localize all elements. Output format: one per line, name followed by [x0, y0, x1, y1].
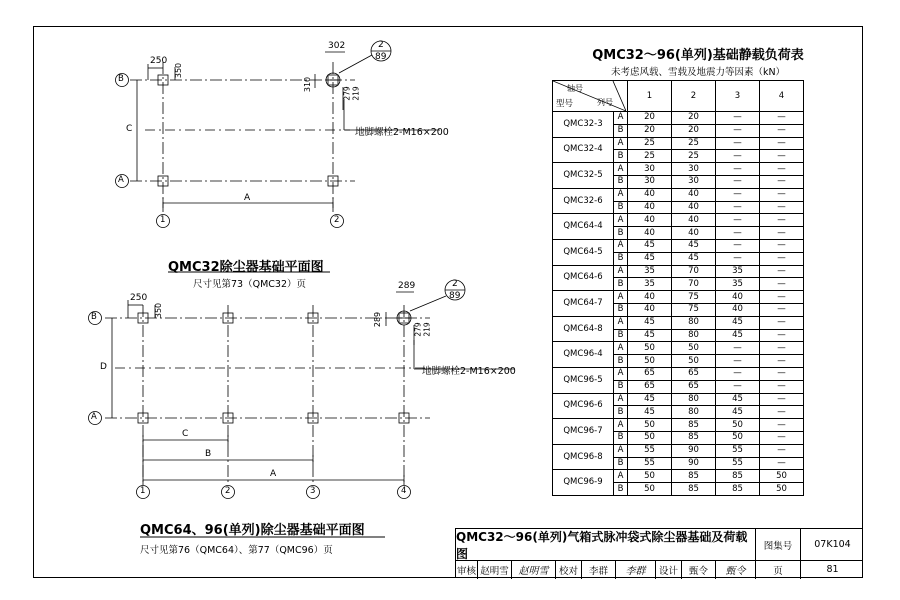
- plan2-axis-b: B: [91, 312, 97, 322]
- plan1-dim-250: 250: [150, 56, 168, 66]
- series-cell: A: [614, 291, 628, 304]
- load-value-cell: 20: [672, 112, 716, 125]
- load-value-cell: —: [760, 303, 804, 316]
- load-value-cell: 50: [760, 483, 804, 496]
- load-value-cell: 65: [628, 380, 672, 393]
- model-cell: QMC64-8: [553, 316, 614, 342]
- plan1-note: 尺寸见第73（QMC32）页: [193, 279, 306, 290]
- plan2-note: 尺寸见第76（QMC64）、第77（QMC96）页: [140, 545, 333, 556]
- header-axis-label: 轴号: [567, 84, 583, 93]
- load-value-cell: —: [716, 214, 760, 227]
- model-cell: QMC32-5: [553, 163, 614, 189]
- load-value-cell: —: [760, 137, 804, 150]
- plan2-axis-4: 4: [401, 486, 407, 496]
- load-value-cell: 50: [716, 419, 760, 432]
- design-label: 设计: [656, 560, 682, 579]
- series-cell: A: [614, 265, 628, 278]
- load-value-cell: —: [760, 342, 804, 355]
- load-table-row: [553, 112, 804, 125]
- header-axis-4: 4: [760, 81, 804, 112]
- plan1-dim-310: 310: [303, 76, 313, 93]
- load-value-cell: —: [760, 444, 804, 457]
- load-value-cell: 50: [628, 483, 672, 496]
- load-value-cell: —: [760, 457, 804, 470]
- series-cell: A: [614, 112, 628, 125]
- main-title: QMC32～96(单列)气箱式脉冲袋式除尘器基础及荷载图: [456, 529, 756, 560]
- check-label: 校对: [556, 560, 582, 579]
- load-value-cell: —: [760, 124, 804, 137]
- plan1-dim-350: 350: [174, 62, 184, 79]
- load-table-subtitle: 未考虑风载、雪载及地震力等因素（kN）: [610, 67, 786, 78]
- series-cell: B: [614, 278, 628, 291]
- load-value-cell: —: [760, 367, 804, 380]
- series-cell: B: [614, 252, 628, 265]
- load-value-cell: 30: [628, 175, 672, 188]
- plan1-axis-2: 2: [334, 215, 340, 225]
- load-value-cell: 50: [760, 470, 804, 483]
- load-table-row: [553, 470, 804, 483]
- series-cell: B: [614, 431, 628, 444]
- load-value-cell: 35: [716, 278, 760, 291]
- load-value-cell: 30: [672, 175, 716, 188]
- series-cell: A: [614, 137, 628, 150]
- load-value-cell: 55: [716, 444, 760, 457]
- load-value-cell: 40: [672, 188, 716, 201]
- plan2-callout-num: 2: [452, 279, 458, 289]
- load-value-cell: —: [716, 188, 760, 201]
- series-cell: B: [614, 457, 628, 470]
- load-value-cell: —: [716, 137, 760, 150]
- load-value-cell: 55: [628, 457, 672, 470]
- load-table-row: [553, 188, 804, 201]
- series-cell: B: [614, 483, 628, 496]
- load-value-cell: 45: [716, 316, 760, 329]
- load-table-row: [553, 291, 804, 304]
- load-value-cell: 20: [672, 124, 716, 137]
- load-value-cell: —: [716, 112, 760, 125]
- load-table-row: [553, 393, 804, 406]
- series-cell: A: [614, 316, 628, 329]
- load-value-cell: —: [716, 252, 760, 265]
- load-value-cell: —: [716, 239, 760, 252]
- series-cell: B: [614, 175, 628, 188]
- load-value-cell: 45: [628, 252, 672, 265]
- plan2-title: QMC64、96(单列)除尘器基础平面图: [140, 523, 365, 538]
- load-value-cell: 40: [716, 303, 760, 316]
- series-cell: B: [614, 406, 628, 419]
- load-value-cell: 25: [628, 150, 672, 163]
- load-table-row: [553, 419, 804, 432]
- load-table-row: [553, 444, 804, 457]
- series-cell: A: [614, 444, 628, 457]
- series-cell: A: [614, 188, 628, 201]
- plan2-dim-350: 350: [154, 302, 164, 319]
- plan1-dim-219: 219: [351, 86, 361, 101]
- series-cell: B: [614, 303, 628, 316]
- load-value-cell: 65: [672, 380, 716, 393]
- header-axis-3: 3: [716, 81, 760, 112]
- model-cell: QMC32-3: [553, 112, 614, 138]
- plan1-axis-b: B: [118, 74, 124, 84]
- load-value-cell: 35: [628, 278, 672, 291]
- series-cell: B: [614, 124, 628, 137]
- plan1-axis-a: A: [118, 175, 124, 185]
- load-value-cell: 45: [716, 393, 760, 406]
- load-value-cell: 80: [672, 406, 716, 419]
- load-value-cell: —: [760, 214, 804, 227]
- plan1-axis-1: 1: [160, 215, 166, 225]
- title-block-row2: [456, 560, 862, 579]
- series-cell: A: [614, 393, 628, 406]
- load-value-cell: —: [716, 355, 760, 368]
- load-value-cell: 40: [628, 214, 672, 227]
- plan1-drawing: [116, 41, 441, 272]
- load-value-cell: 85: [716, 483, 760, 496]
- load-value-cell: 65: [672, 367, 716, 380]
- load-value-cell: 85: [716, 470, 760, 483]
- load-value-cell: 25: [628, 137, 672, 150]
- load-value-cell: —: [716, 380, 760, 393]
- load-value-cell: 85: [672, 470, 716, 483]
- load-value-cell: 40: [628, 303, 672, 316]
- load-table-row: [553, 316, 804, 329]
- load-table-row: [553, 265, 804, 278]
- load-value-cell: 30: [628, 163, 672, 176]
- load-value-cell: —: [760, 239, 804, 252]
- load-value-cell: —: [716, 201, 760, 214]
- load-value-cell: —: [760, 201, 804, 214]
- design-signature: 甄令: [716, 560, 756, 579]
- load-value-cell: —: [760, 150, 804, 163]
- load-value-cell: —: [760, 175, 804, 188]
- load-value-cell: 50: [628, 342, 672, 355]
- load-value-cell: 30: [672, 163, 716, 176]
- load-value-cell: 50: [628, 419, 672, 432]
- load-value-cell: 20: [628, 112, 672, 125]
- load-value-cell: 50: [672, 355, 716, 368]
- load-value-cell: 45: [716, 329, 760, 342]
- load-value-cell: 20: [628, 124, 672, 137]
- load-value-cell: —: [760, 419, 804, 432]
- load-value-cell: 25: [672, 150, 716, 163]
- load-table-row: [553, 367, 804, 380]
- series-cell: B: [614, 380, 628, 393]
- plan2-dim-b: B: [205, 449, 212, 459]
- load-value-cell: 85: [672, 431, 716, 444]
- load-value-cell: —: [760, 188, 804, 201]
- load-value-cell: 45: [628, 393, 672, 406]
- series-cell: A: [614, 470, 628, 483]
- load-table-title: QMC32～96(单列)基础静载负荷表: [592, 48, 804, 63]
- load-value-cell: 50: [628, 355, 672, 368]
- series-cell: B: [614, 227, 628, 240]
- load-table: [552, 80, 804, 496]
- load-value-cell: 90: [672, 444, 716, 457]
- model-cell: QMC64-5: [553, 239, 614, 265]
- load-value-cell: —: [716, 227, 760, 240]
- load-value-cell: 40: [628, 291, 672, 304]
- model-cell: QMC96-5: [553, 367, 614, 393]
- load-value-cell: 45: [628, 329, 672, 342]
- atlas-number: 07K104: [814, 539, 851, 550]
- model-cell: QMC64-6: [553, 265, 614, 291]
- load-value-cell: 45: [672, 239, 716, 252]
- series-cell: B: [614, 150, 628, 163]
- load-table-row: [553, 342, 804, 355]
- load-value-cell: 70: [672, 278, 716, 291]
- model-cell: QMC96-6: [553, 393, 614, 419]
- title-block: [455, 528, 863, 578]
- load-value-cell: 75: [672, 303, 716, 316]
- load-value-cell: —: [760, 355, 804, 368]
- review-label: 审核: [456, 560, 478, 579]
- plan2-dim-279: 279: [413, 322, 423, 337]
- plan2-dim-289-left: 289: [373, 311, 383, 328]
- load-value-cell: —: [760, 291, 804, 304]
- header-corner: [553, 81, 628, 112]
- plan2-dim-c: C: [182, 429, 189, 439]
- load-value-cell: —: [760, 431, 804, 444]
- load-value-cell: —: [716, 367, 760, 380]
- review-name: 赵明雪: [478, 560, 512, 579]
- plan2-axis-3: 3: [310, 486, 316, 496]
- plan2-dim-219: 219: [422, 322, 432, 337]
- plan1-dim-a: A: [244, 193, 251, 203]
- load-value-cell: 25: [672, 137, 716, 150]
- model-cell: QMC96-8: [553, 444, 614, 470]
- load-table-row: [553, 239, 804, 252]
- plan2-dim-289-top: 289: [398, 281, 416, 291]
- load-value-cell: 50: [628, 431, 672, 444]
- load-value-cell: 70: [672, 265, 716, 278]
- model-cell: QMC32-4: [553, 137, 614, 163]
- plan2-dim-250: 250: [130, 293, 148, 303]
- load-value-cell: —: [716, 163, 760, 176]
- model-cell: QMC64-7: [553, 291, 614, 317]
- header-axis-2: 2: [672, 81, 716, 112]
- plan2-bolt-label: 地脚螺栓2-M16×200: [422, 366, 516, 377]
- load-value-cell: 40: [672, 214, 716, 227]
- series-cell: A: [614, 239, 628, 252]
- load-value-cell: 80: [672, 329, 716, 342]
- plan1-title: QMC32除尘器基础平面图: [168, 260, 324, 275]
- load-value-cell: —: [760, 380, 804, 393]
- plan2-callout-page: 89: [449, 291, 461, 301]
- plan1-dim-c: C: [126, 124, 133, 134]
- load-value-cell: 50: [628, 470, 672, 483]
- load-value-cell: 35: [716, 265, 760, 278]
- load-value-cell: 50: [716, 431, 760, 444]
- load-value-cell: 45: [672, 252, 716, 265]
- plan1-bolt-label: 地脚螺栓2-M16×200: [355, 127, 449, 138]
- load-value-cell: 50: [672, 342, 716, 355]
- load-value-cell: 45: [716, 406, 760, 419]
- load-value-cell: —: [760, 252, 804, 265]
- load-value-cell: —: [760, 393, 804, 406]
- load-value-cell: 80: [672, 316, 716, 329]
- load-value-cell: 45: [628, 239, 672, 252]
- load-value-cell: 65: [628, 367, 672, 380]
- plan2-drawing: [89, 280, 516, 537]
- load-value-cell: 85: [672, 483, 716, 496]
- page-number: 81: [826, 564, 839, 575]
- load-value-cell: —: [716, 150, 760, 163]
- model-cell: QMC96-9: [553, 470, 614, 496]
- load-value-cell: 45: [628, 316, 672, 329]
- title-block-row1: [456, 529, 862, 561]
- series-cell: A: [614, 367, 628, 380]
- load-table-header: [553, 81, 804, 112]
- series-cell: A: [614, 214, 628, 227]
- load-value-cell: —: [760, 112, 804, 125]
- load-value-cell: —: [716, 124, 760, 137]
- load-value-cell: —: [716, 175, 760, 188]
- load-value-cell: —: [760, 278, 804, 291]
- model-cell: QMC96-4: [553, 342, 614, 368]
- review-signature: 赵明雪: [512, 560, 556, 579]
- plan2-dim-a: A: [270, 469, 277, 479]
- plan1-dim-279: 279: [342, 86, 352, 101]
- load-value-cell: 85: [672, 419, 716, 432]
- load-value-cell: 40: [672, 227, 716, 240]
- load-value-cell: 75: [672, 291, 716, 304]
- load-value-cell: 40: [716, 291, 760, 304]
- design-name: 甄令: [682, 560, 716, 579]
- plan1-callout-page: 89: [375, 52, 387, 62]
- series-cell: A: [614, 342, 628, 355]
- load-value-cell: 90: [672, 457, 716, 470]
- load-value-cell: 35: [628, 265, 672, 278]
- header-series-label: 列号: [597, 98, 613, 107]
- load-value-cell: 45: [628, 406, 672, 419]
- check-name: 李群: [582, 560, 616, 579]
- series-cell: B: [614, 201, 628, 214]
- header-model-label: 型号: [556, 99, 574, 109]
- series-cell: B: [614, 355, 628, 368]
- load-value-cell: —: [760, 406, 804, 419]
- load-table-row: [553, 137, 804, 150]
- series-cell: B: [614, 329, 628, 342]
- header-axis-1: 1: [628, 81, 672, 112]
- load-value-cell: 40: [628, 227, 672, 240]
- model-cell: QMC32-6: [553, 188, 614, 214]
- plan2-axis-1: 1: [140, 486, 146, 496]
- atlas-label: 图集号: [756, 529, 801, 560]
- plan2-axis-2: 2: [225, 486, 231, 496]
- load-table-body: [553, 112, 804, 496]
- load-value-cell: 40: [672, 201, 716, 214]
- load-value-cell: —: [760, 316, 804, 329]
- page-label: 页: [756, 560, 801, 579]
- load-value-cell: —: [760, 265, 804, 278]
- model-cell: QMC96-7: [553, 419, 614, 445]
- model-cell: QMC64-4: [553, 214, 614, 240]
- load-value-cell: 80: [672, 393, 716, 406]
- load-value-cell: —: [760, 163, 804, 176]
- load-value-cell: —: [760, 227, 804, 240]
- load-value-cell: —: [760, 329, 804, 342]
- load-value-cell: 40: [628, 188, 672, 201]
- load-table-row: [553, 163, 804, 176]
- load-value-cell: —: [716, 342, 760, 355]
- series-cell: A: [614, 163, 628, 176]
- plan2-axis-a: A: [91, 412, 97, 422]
- plan1-callout-num: 2: [378, 40, 384, 50]
- plan2-dim-d: D: [100, 362, 107, 372]
- load-value-cell: 55: [716, 457, 760, 470]
- load-value-cell: 55: [628, 444, 672, 457]
- plan1-dim-302: 302: [328, 41, 346, 51]
- series-cell: A: [614, 419, 628, 432]
- check-signature: 李群: [616, 560, 656, 579]
- load-value-cell: 40: [628, 201, 672, 214]
- load-table-row: [553, 214, 804, 227]
